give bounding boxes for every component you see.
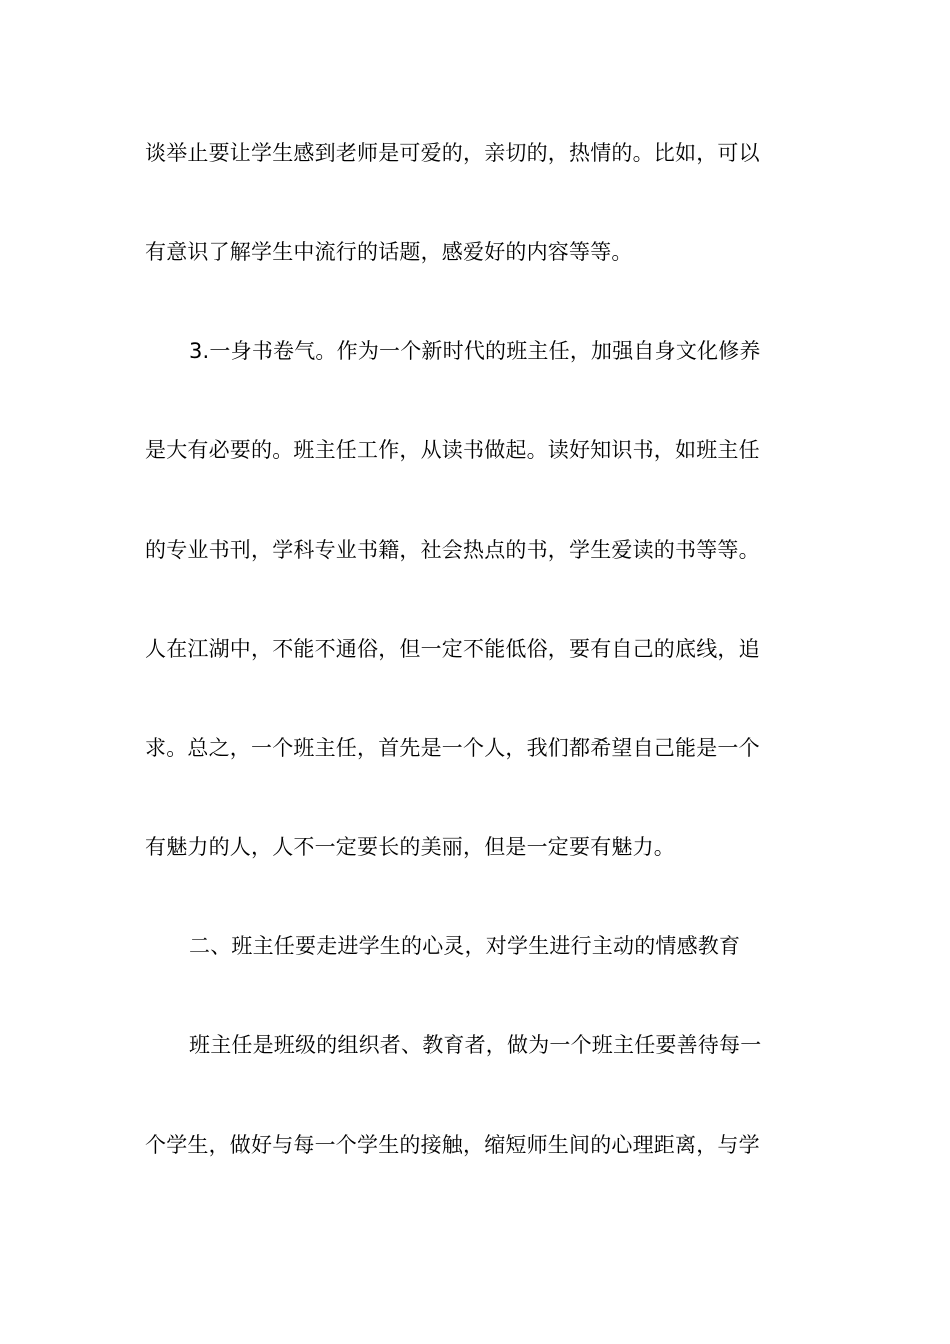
- paragraph-line-7: 求。总之，一个班主任，首先是一个人，我们都希望自己能是一个: [145, 736, 760, 760]
- paragraph-line-11: 个学生，做好与每一个学生的接触，缩短师生间的心理距离，与学: [145, 1133, 760, 1157]
- paragraph-line-6: 人在江湖中，不能不通俗，但一定不能低俗，要有自己的底线，追: [145, 637, 760, 661]
- paragraph-line-3: 3.一身书卷气。作为一个新时代的班主任，加强自身文化修养: [189, 339, 761, 363]
- paragraph-line-1: 谈举止要让学生感到老师是可爱的，亲切的，热情的。比如，可以: [145, 141, 760, 165]
- paragraph-line-10: 班主任是班级的组织者、教育者，做为一个班主任要善待每一: [189, 1033, 762, 1057]
- section-heading: 二、班主任要走进学生的心灵，对学生进行主动的情感教育: [189, 934, 741, 958]
- paragraph-line-8: 有魅力的人，人不一定要长的美丽，但是一定要有魅力。: [145, 835, 675, 859]
- paragraph-line-2: 有意识了解学生中流行的话题，感爱好的内容等等。: [145, 240, 633, 264]
- paragraph-line-4: 是大有必要的。班主任工作，从读书做起。读好知识书，如班主任: [145, 438, 760, 462]
- paragraph-line-5: 的专业书刊，学科专业书籍，社会热点的书，学生爱读的书等等。: [145, 538, 760, 562]
